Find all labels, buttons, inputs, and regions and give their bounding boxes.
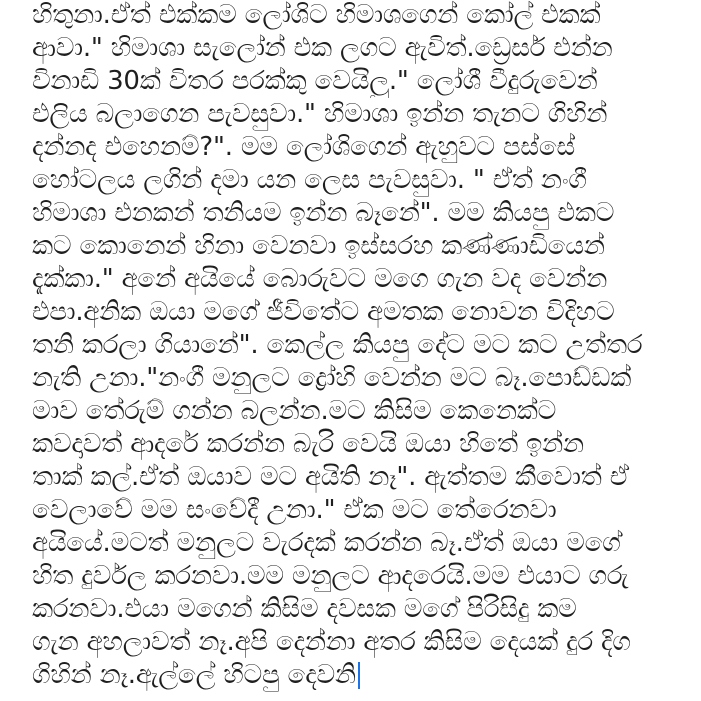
text-line-17: අයියේ.මටත් මනුලට වැරදක් කරන්න බෑ.ඒත් ඔයා මගේ xyxy=(32,528,621,558)
text-line-18: හිත දුර්වල කරනවා.මම මනුලට ආදරෙයි.මම එයාට ගරු xyxy=(32,561,629,591)
text-line-11: තනි කරලා ගියානේ". කෙල්ල කියපු දේට මට කට උත්තර xyxy=(32,330,643,360)
text-cursor xyxy=(358,662,360,689)
text-line-15: තාක් කල්.ඒත් ඔයාව මට අයිති නෑ". ඇත්තම කීවොත් ඒ xyxy=(32,462,629,492)
text-line-2: ආවා." හිමාශා සැලෝන් එක ලගට ඇවිත්.ඩ්‍රෙසර් එන්න xyxy=(32,33,613,63)
text-line-19: කරනවා.එයා මගෙන් කිසිම දවසක මගේ පිරිසිදු කම xyxy=(32,594,577,624)
text-line-1: හිතුනා.ඒත් එක්කම ලෝශිට හිමාශගෙන් කෝල් එකක් xyxy=(32,0,601,30)
text-line-16: වෙලාවේ මම සංවේදී උනා." ඒක මට තේරෙනවා xyxy=(32,495,557,525)
text-line-7: හිමාශා එනකන් තනියම ඉන්න බෑනේ". මම කියපු එකට xyxy=(32,198,615,228)
text-line-5: දන්නද එහෙනම්?". මම ලෝශිගෙන් ඇහුවට පස්සේ xyxy=(32,132,576,162)
last-line-text: ගිහින් නෑ.ඇල්ලේ හිටපු දෙවනි xyxy=(32,660,356,690)
text-line-6: හෝටලය ලගින් දමා යන ලෙස පැවසුවා. " ඒත් නංගී xyxy=(32,165,587,195)
text-line-13: මාව තේරුම් ගන්න බලන්න.මට කිසිම කෙනෙක්ට xyxy=(32,396,557,426)
text-line-4: එලිය බලාගෙන පැවසුවා." හිමාශා ඉන්න තැනට ගිහින් xyxy=(32,99,608,129)
text-line-10: එපා.අනික ඔයා මගේ ජීවිතේට අමතක නොවන විදිහට xyxy=(32,297,615,327)
text-line-21 xyxy=(32,659,692,692)
text-line-8: කට කොනෙන් හිනා වෙනවා ඉස්සරහ කණ්ණාඩියෙන් xyxy=(32,231,605,261)
text-line-20: ගැන අහලාවත් නෑ.අපි දෙන්නා අතර කිසිම දෙයක් දුර දිග xyxy=(32,627,631,657)
text-line-3: විනාඩි 30ක් විතර පරක්කු වෙයිලු." ලෝශී වීදුරුවෙන් xyxy=(32,66,598,96)
text-line-12: නැති උනා."නංගී මනුලට ද්‍රෝහි වෙන්න මට බෑ.පොඩ්ඩක් xyxy=(32,363,632,393)
text-line-14: කවදාවත් ආදරේ කරන්න බැරි වෙයි ඔයා හිතේ ඉන්න xyxy=(32,429,584,459)
text-line-9: දැක්කා." අනේ අයියේ බොරුවට මගෙ ගැන වද වෙන්න xyxy=(32,264,608,294)
